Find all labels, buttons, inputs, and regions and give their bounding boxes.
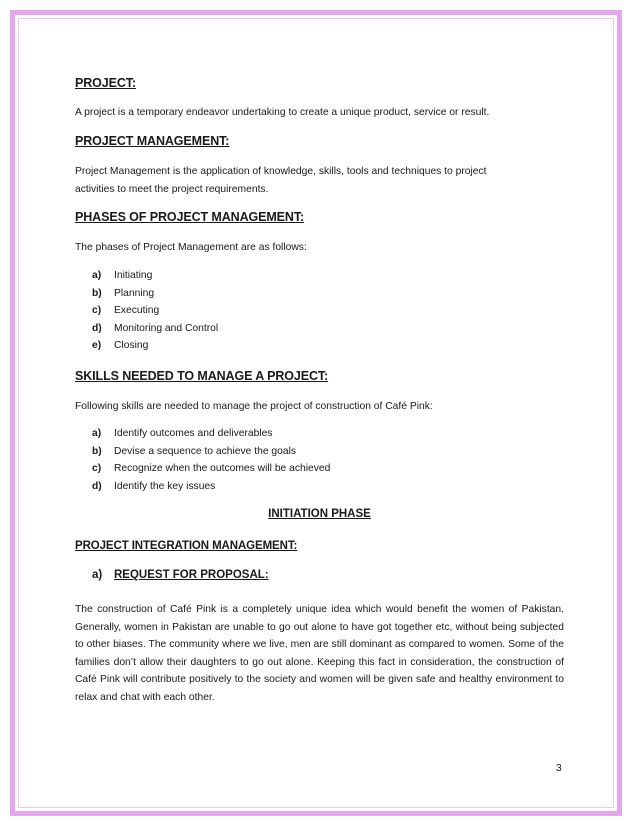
page-number: 3: [556, 763, 562, 774]
subheading-label: REQUEST FOR PROPOSAL:: [114, 569, 269, 581]
paragraph-pm-line-1: Project Management is the application of knowledge, skills, tools and techniques to project: [75, 166, 487, 177]
paragraph-skills-intro: Following skills are needed to manage the project of construction of Café Pink:: [75, 401, 433, 412]
phases-list: [92, 267, 218, 355]
skills-list: [92, 425, 330, 495]
heading-skills: SKILLS NEEDED TO MANAGE A PROJECT:: [75, 369, 329, 383]
heading-project: PROJECT:: [75, 76, 137, 90]
list-item: c) Executing: [92, 305, 160, 316]
paragraph-project-definition: A project is a temporary endeavor undertaking to create a unique product, service or result.: [75, 107, 490, 118]
list-item: a) Initiating: [92, 270, 153, 281]
list-item: a) Identify outcomes and deliverables: [92, 428, 273, 439]
list-item: c) Recognize when the outcomes will be achieved: [92, 463, 331, 474]
heading-initiation-phase: INITIATION PHASE: [268, 508, 371, 520]
list-item: b) Planning: [92, 287, 155, 299]
paragraph-rfp: The construction of Café Pink is a completely unique idea which would benefit the women of Pakistan. Generally, women in Pakistan are unable to go out alone to have got together etc, without being subjected to other biases. The community where we live, men are still dominant as compared to women. Some of the families don’t allow their daughters to go out alone. Keeping this fact in consideration, the construction of Café Pink will contribute positively to the society and women will be given safe and healthy environment to relax and chat with each other.: [75, 604, 564, 703]
heading-integration-management: PROJECT INTEGRATION MANAGEMENT:: [75, 540, 298, 552]
paragraph-phases-intro: The phases of Project Management are as follows:: [75, 242, 307, 253]
heading-phases: PHASES OF PROJECT MANAGEMENT:: [75, 210, 305, 224]
paragraph-pm-line-2: activities to meet the project requirements.: [75, 184, 269, 195]
subheading-request-for-proposal: [92, 569, 269, 581]
list-item: b) Devise a sequence to achieve the goals: [92, 445, 297, 457]
subheading-marker: a): [92, 569, 103, 581]
heading-project-management: PROJECT MANAGEMENT:: [75, 134, 230, 148]
list-item: e) Closing: [92, 340, 149, 351]
list-item: d) Identify the key issues: [92, 480, 216, 492]
list-item: d) Monitoring and Control: [92, 322, 219, 334]
